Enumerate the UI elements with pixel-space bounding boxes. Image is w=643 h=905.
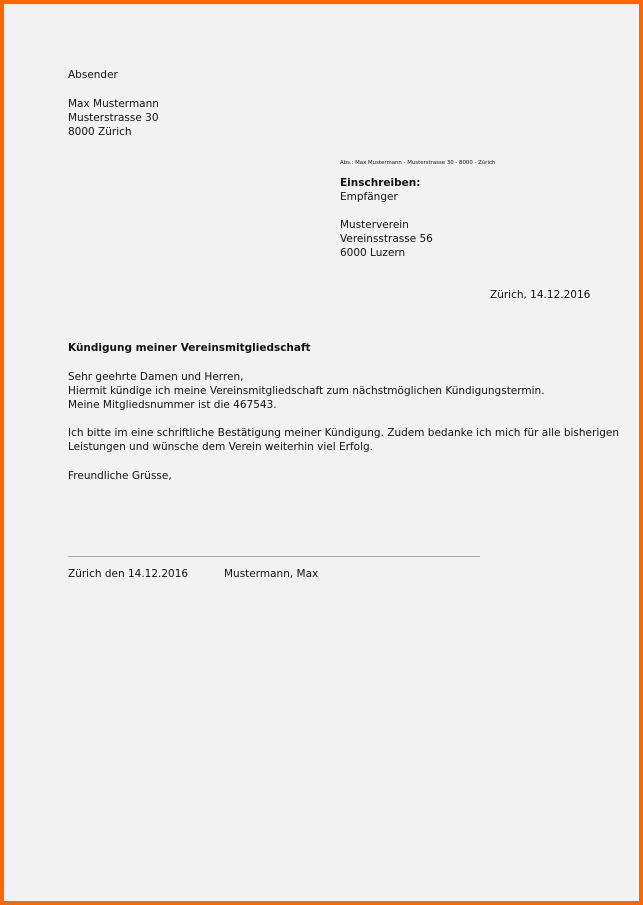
letter-body-paragraph-1 <box>68 370 545 412</box>
body-line-2: Meine Mitgliedsnummer ist die 467543. <box>68 399 277 411</box>
letter-subject: Kündigung meiner Vereinsmitgliedschaft <box>68 342 311 354</box>
place-date: Zürich, 14.12.2016 <box>490 289 591 301</box>
recipient-name: Musterverein <box>340 219 409 231</box>
body-line-4: Leistungen und wünsche dem Verein weiterhin viel Erfolg. <box>68 441 374 453</box>
recipient-street: Vereinsstrasse 56 <box>340 233 433 245</box>
sender-street: Musterstrasse 30 <box>68 112 159 124</box>
recipient-label: Empfänger <box>340 191 398 203</box>
recipient-address <box>340 218 433 260</box>
salutation: Sehr geehrte Damen und Herren, <box>68 371 244 383</box>
sender-heading: Absender <box>68 69 118 81</box>
return-address-line: Abs.: Max Mustermann - Musterstrasse 30 - 8000 - Zürich <box>340 160 496 166</box>
registered-mail-label: Einschreiben: <box>340 177 421 189</box>
signature-place-date: Zürich den 14.12.2016 <box>68 568 189 580</box>
letter-body-paragraph-2 <box>68 426 619 454</box>
recipient-city: 6000 Luzern <box>340 247 406 259</box>
sender-city: 8000 Zürich <box>68 126 132 138</box>
signature-name: Mustermann, Max <box>224 568 319 580</box>
sender-name: Max Mustermann <box>68 98 159 110</box>
signature-divider <box>68 556 480 557</box>
body-line-3: Ich bitte im eine schriftliche Bestätigung meiner Kündigung. Zudem bedanke ich mich für alle bisherigen <box>68 427 620 439</box>
closing-line: Freundliche Grüsse, <box>68 470 172 482</box>
sender-address <box>68 97 159 139</box>
body-line-1: Hiermit kündige ich meine Vereinsmitgliedschaft zum nächstmöglichen Kündigungstermin. <box>68 385 545 397</box>
